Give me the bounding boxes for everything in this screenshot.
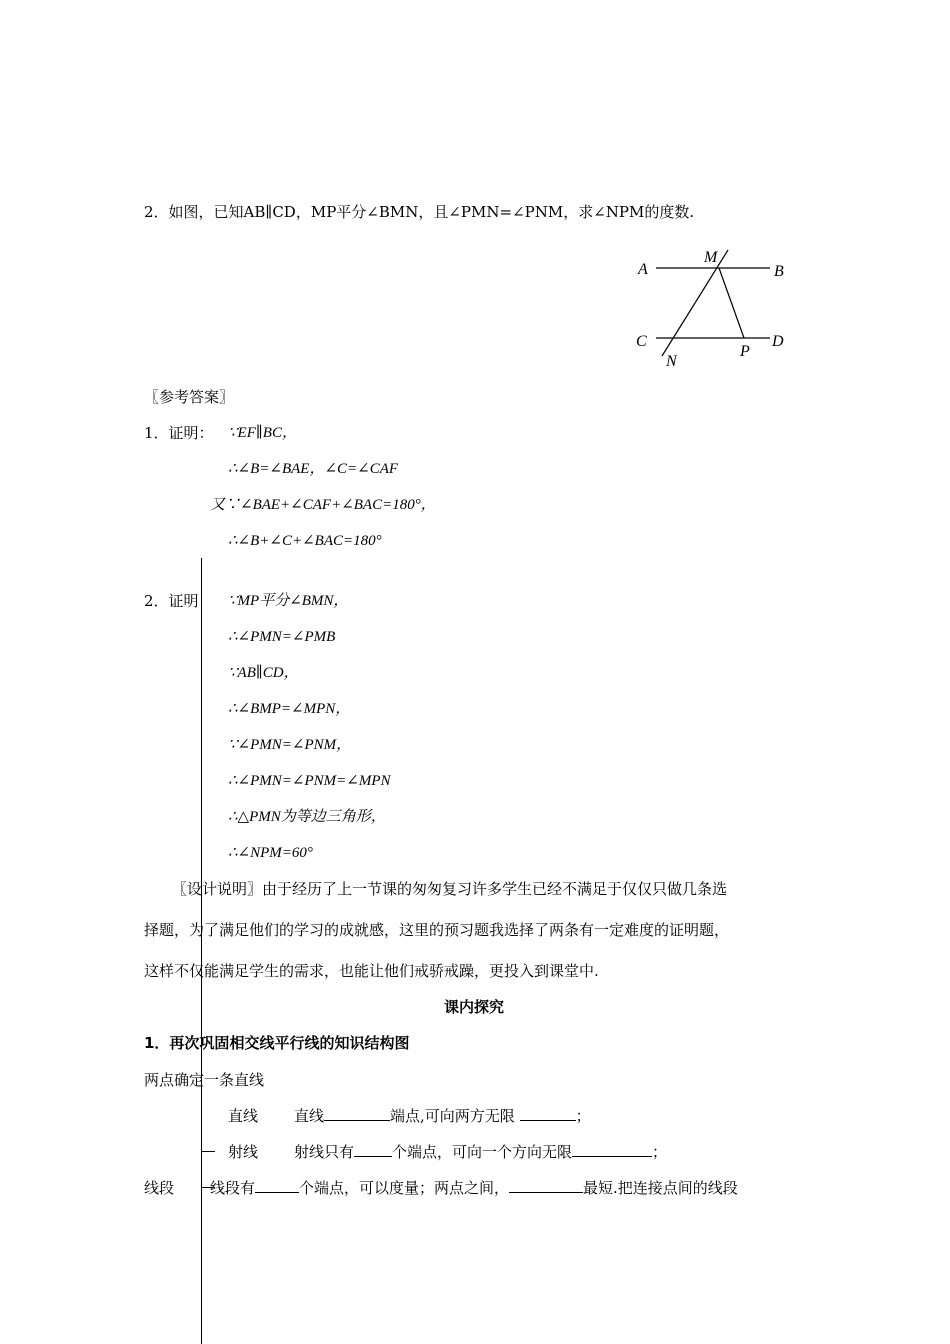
ray-text-b: 个端点，可向一个方向无限 xyxy=(392,1143,573,1161)
label-a: A xyxy=(638,261,648,278)
structure-vertical-line xyxy=(201,558,202,1344)
design-note-line: 择题，为了满足他们的学习的成就感，这里的预习题我选择了两条有一定难度的证明题， xyxy=(144,921,730,939)
two-points-rule: 两点确定一条直线 xyxy=(144,1071,265,1089)
ray-label: 射线 xyxy=(228,1143,259,1161)
ray-description xyxy=(294,1142,667,1162)
design-note-line: 这样不仅能满足学生的需求，也能让他们戒骄戒躁，更投入到课堂中. xyxy=(144,962,599,980)
segment-label: 线段 xyxy=(144,1179,175,1197)
proof-1-label: 1．证明： xyxy=(144,424,214,442)
label-m: M xyxy=(704,249,718,266)
ray-branch-tick xyxy=(201,1151,215,1152)
design-note-line: 〖设计说明〗由于经历了上一节课的匆匆复习许多学生已经不满足于仅仅只做几条选 xyxy=(172,880,728,898)
ray-text-c: ； xyxy=(652,1143,668,1161)
line-label: 直线 xyxy=(228,1107,259,1125)
line-description xyxy=(294,1106,591,1126)
proof-2-label: 2．证明 xyxy=(144,592,199,610)
proof-2-line: ∴∠PMN=∠PNM=∠MPN xyxy=(228,773,391,789)
proof-2-line: ∵MP平分∠BMN， xyxy=(228,593,349,609)
proof-2-line: ∵∠PMN=∠PNM， xyxy=(228,737,352,753)
segment-text-b: 个端点，可以度量；两点之间， xyxy=(299,1179,510,1197)
segment-text-c: 最短.把连接点间的线段 xyxy=(583,1179,738,1197)
label-d: D xyxy=(772,333,784,350)
problem-2-text: 2．如图，已知AB∥CD，MP平分∠BMN，且∠PMN=∠PNM，求∠NPM的度数. xyxy=(144,203,695,221)
segment-mp xyxy=(719,268,744,338)
ray-blank-1[interactable] xyxy=(354,1142,392,1157)
line-text-a: 直线 xyxy=(294,1107,325,1125)
proof-2-line: ∴∠PMN=∠PMB xyxy=(228,629,336,645)
label-c: C xyxy=(636,333,647,350)
answers-heading: 〖参考答案〗 xyxy=(144,388,235,406)
proof-1-line: ∴∠B+∠C+∠BAC=180° xyxy=(228,533,382,549)
proof-2-line: ∴∠NPM=60° xyxy=(228,845,313,861)
segment-blank-1[interactable] xyxy=(255,1178,299,1193)
ray-blank-2[interactable] xyxy=(572,1142,652,1157)
proof-1-line: 又∵∠BAE+∠CAF+∠BAC=180°， xyxy=(210,497,436,513)
segment-description xyxy=(210,1178,738,1198)
line-blank-1[interactable] xyxy=(324,1106,390,1121)
proof-2-line: ∵AB∥CD， xyxy=(228,665,299,681)
line-text-c: ； xyxy=(575,1107,591,1125)
label-b: B xyxy=(774,263,784,280)
section-title: 课内探究 xyxy=(444,998,505,1016)
proof-1-line: ∵EF∥BC， xyxy=(228,425,297,441)
proof-2-line: ∴△PMN为等边三角形， xyxy=(228,809,386,825)
ray-text-a: 射线只有 xyxy=(294,1143,355,1161)
line-text-b: 端点,可向两方无限 xyxy=(390,1107,515,1125)
geometry-figure xyxy=(630,240,800,380)
line-mn xyxy=(662,250,728,356)
proof-1-line: ∴∠B=∠BAE，∠C=∠CAF xyxy=(228,461,399,477)
section-1-heading: 1．再次巩固相交线平行线的知识结构图 xyxy=(144,1034,410,1052)
segment-text-a: 线段有 xyxy=(210,1179,256,1197)
label-p: P xyxy=(740,343,750,360)
segment-blank-2[interactable] xyxy=(509,1178,583,1193)
proof-2-line: ∴∠BMP=∠MPN， xyxy=(228,701,351,717)
line-blank-2[interactable] xyxy=(520,1106,576,1121)
label-n: N xyxy=(666,353,677,370)
